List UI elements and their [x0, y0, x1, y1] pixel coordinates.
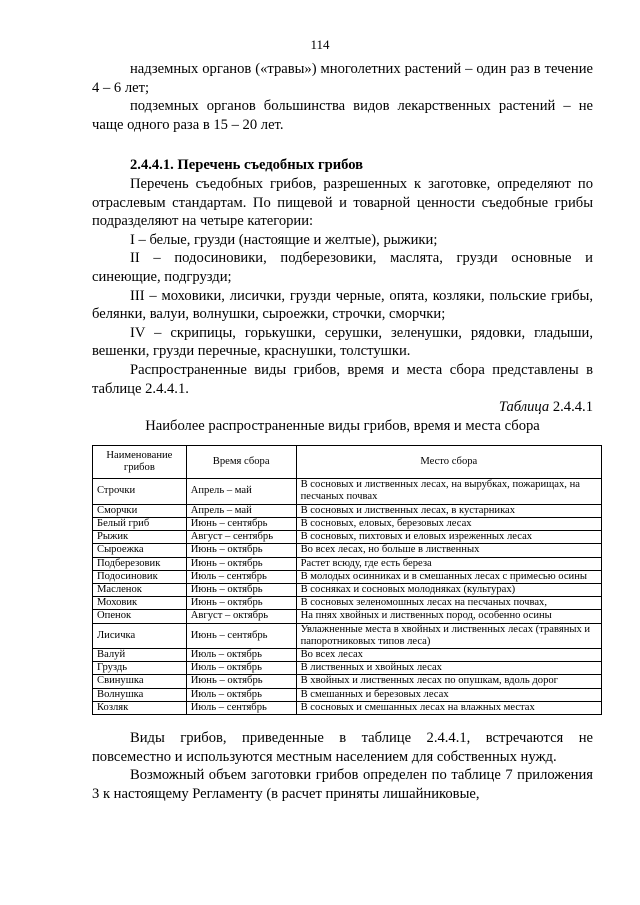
cell-time: Июль – октябрь: [186, 648, 296, 661]
header-time: Время сбора: [186, 446, 296, 479]
cell-place: Увлажненные места в хвойных и лиственных лесах (травяных и папоротниковых типов леса): [296, 623, 601, 648]
table-row: [93, 675, 602, 688]
cell-place: В молодых осинниках и в смешанных лесах с примесью осины: [296, 570, 601, 583]
cell-time: Август – октябрь: [186, 610, 296, 623]
cell-time: Июнь – октябрь: [186, 675, 296, 688]
cell-name: Белый гриб: [93, 517, 187, 530]
intro-paragraph-1: надземных органов («травы») многолетних растений – один раз в течение 4 – 6 лет;: [92, 61, 593, 96]
cell-place: В хвойных и лиственных лесах по опушкам, вдоль дорог: [296, 675, 601, 688]
cell-name: Козляк: [93, 701, 187, 714]
category-2-paragraph: II – подосиновики, подберезовики, маслята, грузди основные и синеющие, подгрузди;: [92, 250, 593, 285]
table-row: [93, 701, 602, 714]
header-place: Место сбора: [296, 446, 601, 479]
cell-time: Июнь – сентябрь: [186, 623, 296, 648]
table-row: [93, 479, 602, 504]
after-paragraph-2: Возможный объем заготовки грибов определен по таблице 7 приложения 3 к настоящему Регламенту (в расчет приняты лишайниковые,: [92, 767, 593, 802]
cell-place: В смешанных и березовых лесах: [296, 688, 601, 701]
cell-name: Опенок: [93, 610, 187, 623]
cell-name: Свинушка: [93, 675, 187, 688]
cell-place: В сосновых и лиственных лесах, в кустарниках: [296, 504, 601, 517]
table-label: [92, 398, 593, 417]
table-row: [93, 557, 602, 570]
table-row: [93, 583, 602, 596]
table-row: [93, 504, 602, 517]
mushroom-table: [92, 445, 602, 715]
cell-time: Июль – сентябрь: [186, 570, 296, 583]
table-label-number: 2.4.4.1: [552, 399, 593, 416]
cell-time: Апрель – май: [186, 479, 296, 504]
cell-name: Валуй: [93, 648, 187, 661]
table-row: [93, 544, 602, 557]
table-row: [93, 648, 602, 661]
cell-name: Волнушка: [93, 688, 187, 701]
table-row: [93, 610, 602, 623]
category-3-paragraph: III – моховики, лисички, грузди черные, опята, козляки, польские грибы, белянки, валуи, волнушки, сыроежки, строчки, сморчки;: [92, 287, 593, 323]
cell-place: В сосновых, еловых, березовых лесах: [296, 517, 601, 530]
after-paragraph-1: Виды грибов, приведенные в таблице 2.4.4.1, встречаются не повсеместно и используются местным населением для собственных нужд.: [92, 729, 593, 765]
header-name: Наименование грибов: [93, 446, 187, 479]
table-row: [93, 570, 602, 583]
table-header-row: [93, 446, 602, 479]
table-row: [93, 662, 602, 675]
cell-name: Сморчки: [93, 504, 187, 517]
category-4-paragraph: IV – скрипицы, горькушки, серушки, зеленушки, рядовки, гладыши, вешенки, грузди перечные, краснушки, толстушки.: [92, 324, 593, 360]
cell-name: Лисичка: [93, 623, 187, 648]
cell-place: В сосновых, пихтовых и еловых изреженных лесах: [296, 531, 601, 544]
cell-time: Июнь – октябрь: [186, 597, 296, 610]
table-reference-paragraph: Распространенные виды грибов, время и места сбора представлены в таблице 2.4.4.1.: [92, 361, 593, 397]
cell-place: В лиственных и хвойных лесах: [296, 662, 601, 675]
cell-place: Во всех лесах: [296, 648, 601, 661]
cell-place: Во всех лесах, но больше в лиственных: [296, 544, 601, 557]
cell-place: В сосновых и лиственных лесах, на вырубках, пожарищах, на песчаных почвах: [296, 479, 601, 504]
table-body: [93, 479, 602, 715]
section-heading: 2.4.4.1. Перечень съедобных грибов: [130, 157, 364, 174]
cell-time: Июль – октябрь: [186, 688, 296, 701]
intro-paragraph-2: подземных органов большинства видов лекарственных растений – не чаще одного раза в 15 – 20 лет.: [92, 98, 593, 133]
cell-place: Растет всюду, где есть береза: [296, 557, 601, 570]
cell-place: На пнях хвойных и лиственных пород, особенно осины: [296, 610, 601, 623]
section-paragraph-1: Перечень съедобных грибов, разрешенных к заготовке, определяют по отраслевым стандартам. По пищевой и товарной ценности съедобные грибы подразделяют на четыре категории:: [92, 175, 593, 230]
document-body: [92, 60, 593, 803]
cell-place: В сосновых зеленомошных лесах на песчаных почвах,: [296, 597, 601, 610]
table-row: [93, 688, 602, 701]
cell-time: Июнь – октябрь: [186, 557, 296, 570]
cell-name: Сыроежка: [93, 544, 187, 557]
cell-time: Июль – октябрь: [186, 662, 296, 675]
cell-name: Рыжик: [93, 531, 187, 544]
table-row: [93, 517, 602, 530]
cell-time: Июнь – октябрь: [186, 544, 296, 557]
cell-name: Подберезовик: [93, 557, 187, 570]
table-row: [93, 531, 602, 544]
cell-time: Август – сентябрь: [186, 531, 296, 544]
cell-time: Апрель – май: [186, 504, 296, 517]
cell-place: В сосновых и смешанных лесах на влажных местах: [296, 701, 601, 714]
cell-name: Строчки: [93, 479, 187, 504]
table-label-word: Таблица: [498, 399, 550, 416]
page-number: 114: [310, 37, 330, 52]
cell-name: Подосиновик: [93, 570, 187, 583]
category-1-paragraph: I – белые, грузди (настоящие и желтые), рыжики;: [130, 231, 438, 248]
cell-time: Июнь – сентябрь: [186, 517, 296, 530]
cell-name: Груздь: [93, 662, 187, 675]
cell-time: Июль – сентябрь: [186, 701, 296, 714]
table-title: Наиболее распространенные виды грибов, время и места сбора: [145, 417, 540, 434]
cell-name: Моховик: [93, 597, 187, 610]
table-row: [93, 623, 602, 648]
cell-name: Масленок: [93, 583, 187, 596]
table-row: [93, 597, 602, 610]
cell-place: В сосняках и сосновых молодняках (культурах): [296, 583, 601, 596]
cell-time: Июнь – октябрь: [186, 583, 296, 596]
